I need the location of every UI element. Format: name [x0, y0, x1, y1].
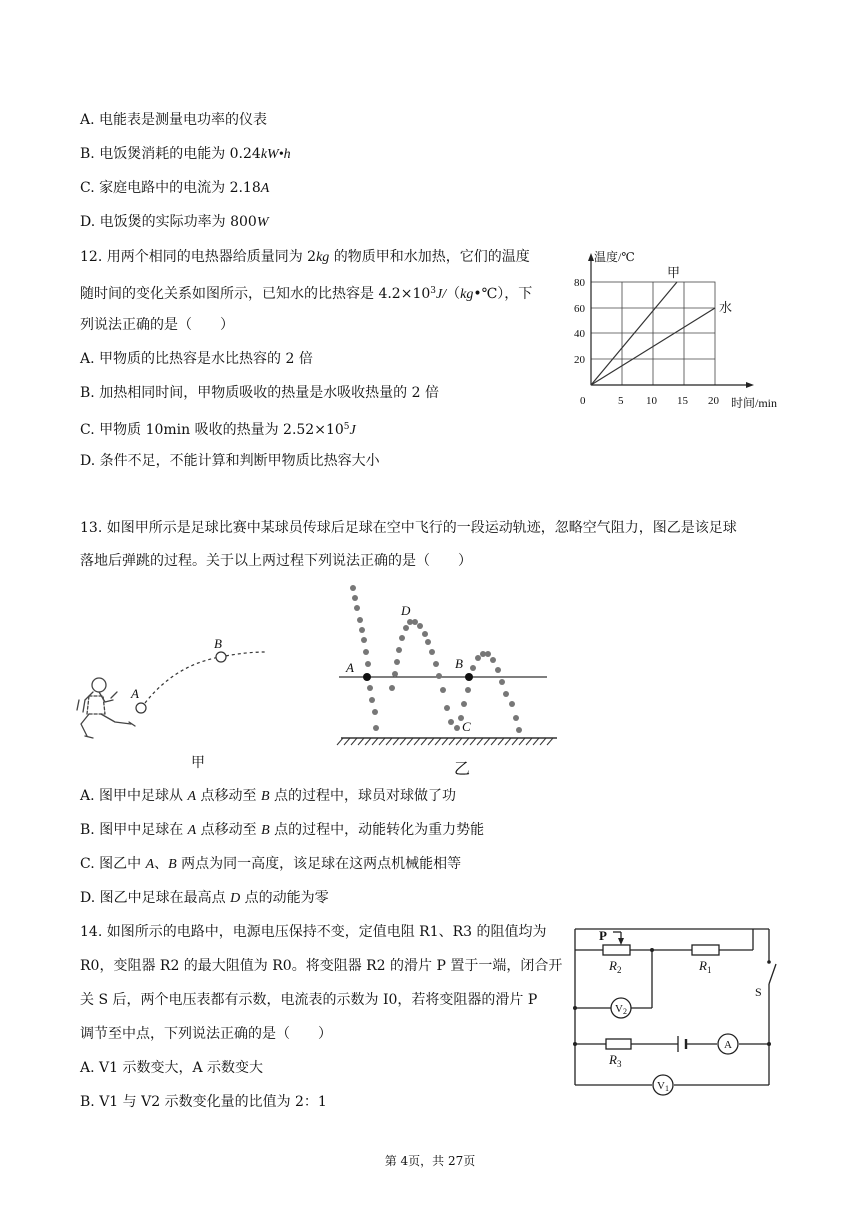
- resistor-r3: [606, 1039, 631, 1049]
- hatch-stroke: [498, 738, 504, 745]
- q11-option-d: D. 电饭煲的实际功率为 800W: [80, 214, 269, 230]
- q13-option-c: C. 图乙中 A、B 两点为同一高度，该足球在这两点机械能相等: [80, 856, 462, 872]
- hatch-stroke: [421, 738, 427, 745]
- bounce-dot: [354, 605, 360, 611]
- bounce-dots: [350, 585, 522, 733]
- bounce-dot: [399, 635, 405, 641]
- page-footer: 第 4页，共 27页: [384, 1154, 476, 1168]
- label-r2: $R_2$: [609, 958, 622, 975]
- hatch-stroke: [477, 738, 483, 745]
- hatch-stroke: [463, 738, 469, 745]
- q13-stem-line2: 落地后弹跳的过程。关于以上两过程下列说法正确的是（ ）: [80, 553, 472, 569]
- hatch-stroke: [400, 738, 406, 745]
- x-axis-label: 时间/min: [731, 396, 778, 410]
- ball-at-b: [216, 652, 226, 662]
- q12-temperature-graph: [560, 245, 790, 415]
- bounce-dot: [509, 701, 515, 707]
- q13-option-a: A. 图甲中足球从 A 点移动至 B 点的过程中，球员对球做了功: [80, 788, 456, 804]
- q12-option-a: A. 甲物质的比热容是水比热容的 2 倍: [80, 351, 313, 367]
- bounce-dot: [516, 727, 522, 733]
- hatch-stroke: [393, 738, 399, 745]
- bounce-dot: [448, 719, 454, 725]
- bounce-dot: [403, 625, 409, 631]
- junction-dot: [573, 1006, 577, 1010]
- hatch-stroke: [547, 738, 553, 745]
- hatch-stroke: [533, 738, 539, 745]
- bounce-dot: [503, 691, 509, 697]
- hatch-stroke: [519, 738, 525, 745]
- bounce-dot: [372, 709, 378, 715]
- x-tick-5: 5: [618, 395, 624, 407]
- q12-stem-line2: 随时间的变化关系如图所示，已知水的比热容是 $4.2\times 10^3J/(kg•℃)$，下: [80, 286, 533, 302]
- q14-stem-line1: 14. 如图所示的电路中，电源电压保持不变，定值电阻 R1、R3 的阻值均为: [80, 924, 547, 940]
- caption-yi: 乙: [454, 761, 471, 778]
- label-c: C: [462, 719, 471, 734]
- label-r1: $R_1$: [699, 958, 712, 975]
- bounce-dot: [436, 673, 442, 679]
- bounce-dot: [495, 667, 501, 673]
- q13-figure-yi: [335, 578, 565, 778]
- label-s: S: [755, 985, 762, 999]
- bounce-dot: [513, 715, 519, 721]
- slider-p-arrowhead: [618, 938, 624, 945]
- x-tick-0: 0: [580, 395, 586, 407]
- q13-option-b: B. 图甲中足球在 A 点移动至 B 点的过程中，动能转化为重力势能: [80, 822, 485, 838]
- bounce-dot: [369, 697, 375, 703]
- q13-option-d: D. 图乙中足球在最高点 D 点的动能为零: [80, 890, 329, 906]
- bounce-dot: [490, 657, 496, 663]
- q12-option-b: B. 加热相同时间，甲物质吸收的热量是水吸收热量的 2 倍: [80, 385, 439, 401]
- x-tick-10: 10: [646, 395, 657, 407]
- bounce-dot: [361, 637, 367, 643]
- label-r3: $R_3$: [609, 1052, 622, 1069]
- bounce-dot: [475, 655, 481, 661]
- q11-option-c: C. 家庭电路中的电流为 2.18A: [80, 180, 270, 196]
- bounce-dot: [359, 627, 365, 633]
- point-a: [363, 673, 371, 681]
- label-a: A: [724, 1039, 732, 1051]
- q14-stem-line4: 调节至中点，下列说法正确的是（ ）: [80, 1026, 332, 1042]
- bounce-dot: [367, 685, 373, 691]
- series-shui-label: 水: [719, 300, 733, 315]
- bounce-dot: [350, 585, 356, 591]
- bounce-dot: [425, 639, 431, 645]
- bounce-dot: [499, 679, 505, 685]
- bounce-dot: [417, 623, 423, 629]
- bounce-dot: [433, 661, 439, 667]
- x-tick-15: 15: [677, 395, 688, 407]
- label-b: B: [455, 656, 463, 671]
- q11-option-b: B. 电饭煲消耗的电能为 0.24kW•h: [80, 146, 291, 162]
- switch-contact-top: [767, 960, 771, 964]
- q14-stem-line3: 关 S 后，两个电压表都有示数，电流表的示数为 I0，若将变阻器的滑片 P: [80, 992, 538, 1008]
- bounce-dot: [470, 665, 476, 671]
- label-v1: V1: [657, 1080, 669, 1093]
- bounce-dot: [394, 659, 400, 665]
- bounce-dot: [429, 649, 435, 655]
- q12-stem-line1: 12. 用两个相同的电热器给质量同为 2kg 的物质甲和水加热，它们的温度: [80, 249, 530, 265]
- ball-at-a: [136, 703, 146, 713]
- hatch-stroke: [428, 738, 434, 745]
- bounce-dot: [357, 617, 363, 623]
- caption-jia: 甲: [191, 756, 205, 771]
- x-axis-arrow: [746, 382, 754, 388]
- junction-dot: [573, 1042, 577, 1046]
- label-a: A: [346, 660, 354, 675]
- bounce-dot: [440, 687, 446, 693]
- q14-circuit-diagram: [568, 920, 788, 1095]
- hatch-stroke: [505, 738, 511, 745]
- hatch-stroke: [449, 738, 455, 745]
- y-tick-20: 20: [574, 354, 585, 366]
- football-player-sketch: [77, 678, 135, 738]
- bounce-dot: [389, 685, 395, 691]
- hatch-stroke: [351, 738, 357, 745]
- hatch-stroke: [358, 738, 364, 745]
- point-b: [465, 673, 473, 681]
- hatch-stroke: [365, 738, 371, 745]
- hatch-stroke: [372, 738, 378, 745]
- bounce-dot: [363, 649, 369, 655]
- q13-stem-line1: 13. 如图甲所示是足球比赛中某球员传球后足球在空中飞行的一段运动轨迹，忽略空气阻力，图乙是该足球: [80, 520, 737, 536]
- x-tick-20: 20: [708, 395, 719, 407]
- q13-figure-jia: [75, 636, 275, 771]
- label-d: D: [401, 603, 411, 618]
- label-p: P: [599, 928, 607, 943]
- hatch-stroke: [484, 738, 490, 745]
- q12-stem-line3: 列说法正确的是（ ）: [80, 317, 234, 333]
- junction-dot: [650, 948, 654, 952]
- hatch-stroke: [344, 738, 350, 745]
- bounce-dot: [392, 671, 398, 677]
- bounce-dot: [465, 687, 471, 693]
- switch-s: [769, 964, 776, 984]
- y-tick-40: 40: [574, 328, 585, 340]
- hatch-stroke: [456, 738, 462, 745]
- label-a: A: [131, 686, 139, 701]
- hatch-stroke: [435, 738, 441, 745]
- bounce-dot: [444, 705, 450, 711]
- q12-option-d: D. 条件不足，不能计算和判断甲物质比热容大小: [80, 453, 380, 469]
- q14-stem-line2: R0，变阻器 R2 的最大阻值为 R0。将变阻器 R2 的滑片 P 置于一端，闭合开: [80, 958, 563, 974]
- bounce-dot: [396, 647, 402, 653]
- ball-trajectory: [145, 652, 265, 703]
- hatch-stroke: [470, 738, 476, 745]
- bounce-dot: [454, 725, 460, 731]
- bounce-dot: [412, 619, 418, 625]
- bounce-dot: [365, 661, 371, 667]
- y-tick-80: 80: [574, 277, 585, 289]
- series-jia-line: [591, 282, 677, 385]
- bounce-dot: [373, 725, 379, 731]
- q11-option-a: A. 电能表是测量电功率的仪表: [80, 112, 268, 128]
- bounce-dot: [485, 651, 491, 657]
- q14-option-b: B. V1 与 V2 示数变化量的比值为 2：1: [80, 1094, 327, 1110]
- bounce-dot: [352, 595, 358, 601]
- y-axis-label: 温度/℃: [594, 250, 635, 264]
- hatch-stroke: [386, 738, 392, 745]
- hatch-stroke: [337, 738, 343, 745]
- label-v2: V2: [615, 1003, 627, 1016]
- label-b: B: [214, 636, 222, 651]
- ground-hatching: [337, 738, 553, 745]
- resistor-r1: [692, 945, 719, 955]
- hatch-stroke: [379, 738, 385, 745]
- hatch-stroke: [407, 738, 413, 745]
- hatch-stroke: [414, 738, 420, 745]
- hatch-stroke: [512, 738, 518, 745]
- q14-option-a: A. V1 示数变大，A 示数变大: [80, 1060, 264, 1076]
- bounce-dot: [422, 631, 428, 637]
- resistor-r2: [603, 945, 630, 955]
- hatch-stroke: [491, 738, 497, 745]
- graph-grid: [591, 282, 715, 385]
- hatch-stroke: [442, 738, 448, 745]
- junction-dot: [767, 1042, 771, 1046]
- hatch-stroke: [526, 738, 532, 745]
- series-jia-label: 甲: [667, 265, 681, 280]
- q12-option-c: C. 甲物质 10min 吸收的热量为 $2.52\times 10^5J$: [80, 422, 356, 438]
- bounce-dot: [461, 701, 467, 707]
- hatch-stroke: [540, 738, 546, 745]
- y-tick-60: 60: [574, 303, 585, 315]
